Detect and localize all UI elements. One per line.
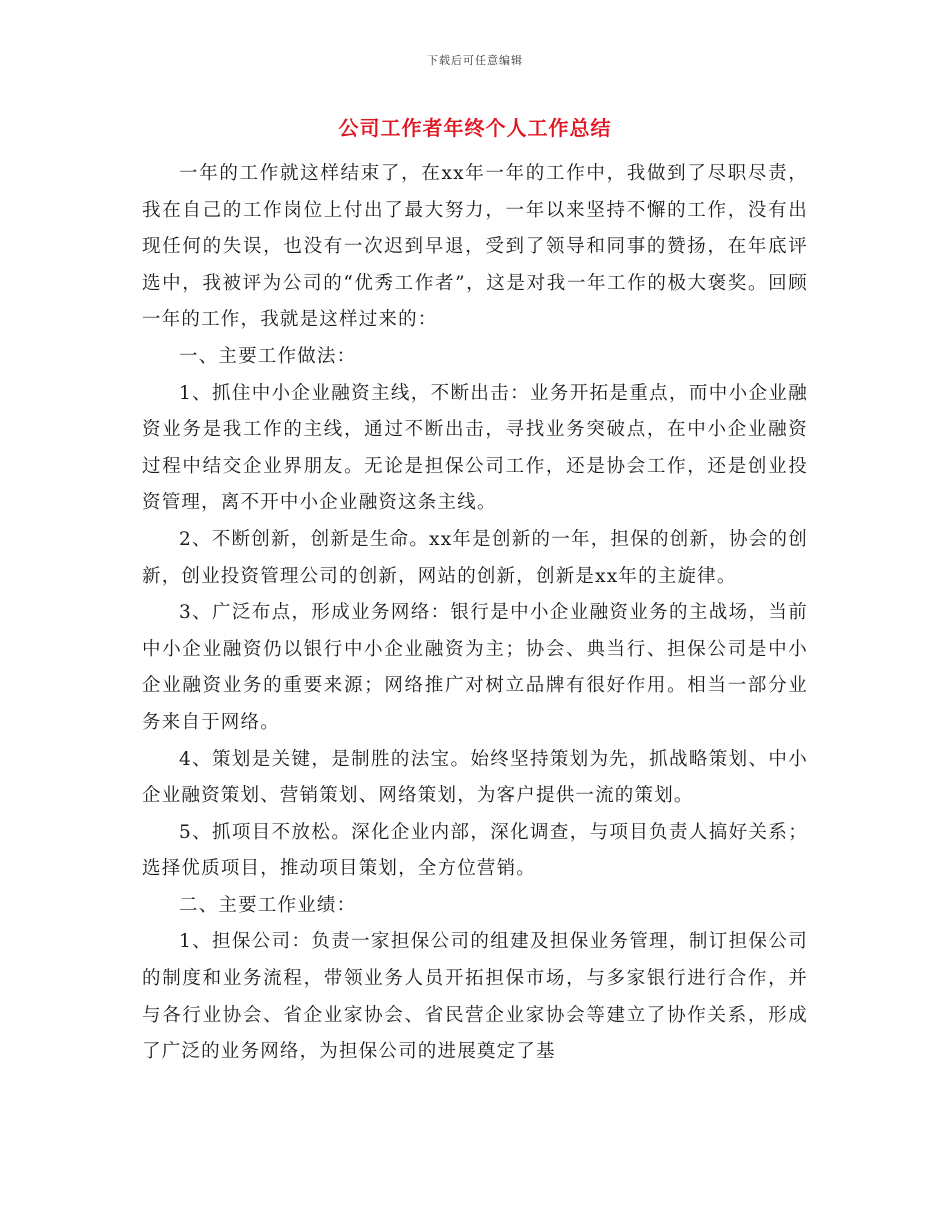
paragraph-intro: 一年的工作就这样结束了，在xx年一年的工作中，我做到了尽职尽责，我在自己的工作岗位上付出了最大努力，一年以来坚持不懈的工作，没有出现任何的失误，也没有一次迟到早退，受到了领导和同事的赞扬，在年底评选中，我被评为公司的“优秀工作者”，这是对我一年工作的极大褒奖。回顾一年的工作，我就是这样过来的： bbox=[142, 163, 808, 331]
header-note: 下载后可任意编辑 bbox=[427, 54, 523, 67]
paragraph-method-4: 4、策划是关键，是制胜的法宝。始终坚持策划为先，抓战略策划、中小企业融资策划、营销策划、网络策划，为客户提供一流的策划。 bbox=[142, 748, 808, 807]
section-heading-achievements: 二、主要工作业绩： bbox=[179, 894, 357, 916]
section-heading-methods: 一、主要工作做法： bbox=[179, 345, 357, 367]
paragraph-achievement-1: 1、担保公司：负责一家担保公司的组建及担保业务管理，制订担保公司的制度和业务流程，带领业务人员开拓担保市场，与多家银行进行合作，并与各行业协会、省企业家协会、省民营企业家协会等建立了协作关系，形成了广泛的业务网络，为担保公司的进展奠定了基 bbox=[142, 931, 808, 1063]
paragraph-method-3: 3、广泛布点，形成业务网络：银行是中小企业融资业务的主战场，当前中小企业融资仍以银行中小企业融资为主；协会、典当行、担保公司是中小企业融资业务的重要来源；网络推广对树立品牌有很好作用。相当一部分业务来自于网络。 bbox=[142, 602, 808, 733]
paragraph-method-2: 2、不断创新，创新是生命。xx年是创新的一年，担保的创新，协会的创新，创业投资管理公司的创新，网站的创新，创新是xx年的主旋律。 bbox=[142, 528, 808, 587]
document-body bbox=[142, 156, 808, 1071]
document-title: 公司工作者年终个人工作总结 bbox=[338, 116, 612, 140]
paragraph-method-1: 1、抓住中小企业融资主线，不断出击：业务开拓是重点，而中小企业融资业务是我工作的主线，通过不断出击，寻找业务突破点，在中小企业融资过程中结交企业界朋友。无论是担保公司工作，还是协会工作，还是创业投资管理，离不开中小企业融资这条主线。 bbox=[142, 382, 808, 514]
paragraph-method-5: 5、抓项目不放松。深化企业内部，深化调查，与项目负责人搞好关系；选择优质项目，推动项目策划，全方位营销。 bbox=[142, 821, 808, 880]
